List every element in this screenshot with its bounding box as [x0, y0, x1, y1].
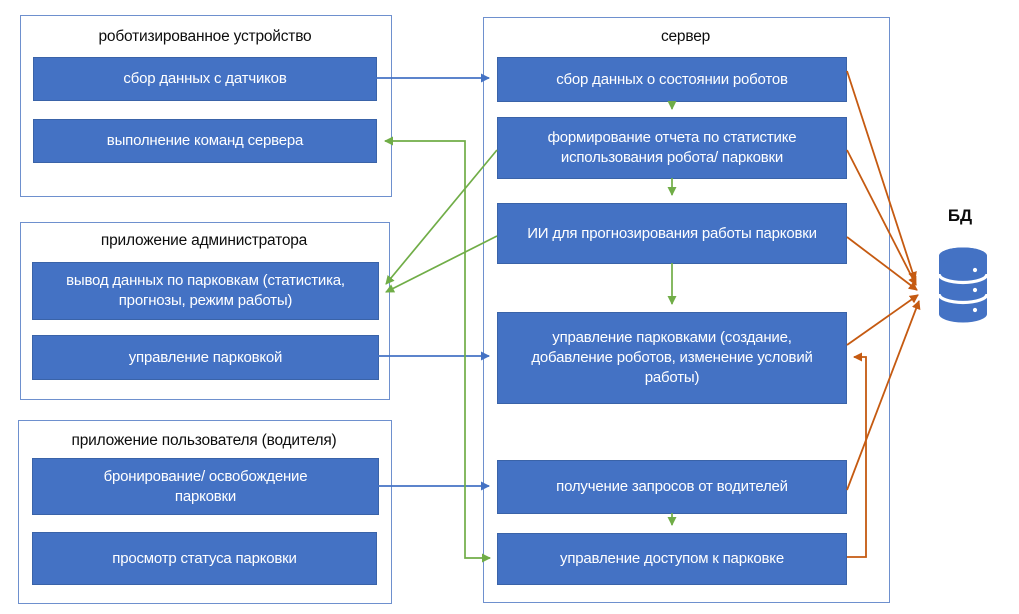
box-robot-execute-commands: выполнение команд сервера — [33, 119, 377, 163]
arrow-report-to-admin-output — [386, 150, 497, 284]
database-label: БД — [947, 206, 973, 225]
group-server-container — [483, 17, 890, 603]
box-admin-parking-data-output: вывод данных по парковкам (статистика, прогнозы, режим работы) — [32, 262, 379, 320]
box-server-parking-access-control: управление доступом к парковке — [497, 533, 847, 585]
group-server-title: сервер — [660, 28, 711, 45]
arrow-access-control-to-robot-commands — [385, 141, 490, 558]
arrow-ai-to-admin-output — [386, 236, 497, 292]
box-server-usage-report: формирование отчета по статистике использования робота/ парковки — [497, 117, 847, 179]
box-server-parking-management: управление парковками (создание, добавление роботов, изменение условий работы) — [497, 312, 847, 404]
group-admin-title: приложение администратора — [100, 232, 308, 249]
box-admin-parking-control: управление парковкой — [32, 335, 379, 380]
database-icon — [939, 248, 987, 323]
box-server-ai-forecast: ИИ для прогнозирования работы парковки — [497, 203, 847, 264]
box-server-driver-requests: получение запросов от водителей — [497, 460, 847, 514]
group-robot-title: роботизированное устройство — [98, 28, 312, 45]
box-user-book-release-parking: бронирование/ освобождение парковки — [32, 458, 379, 515]
box-server-collect-robot-state: сбор данных о состоянии роботов — [497, 57, 847, 102]
box-robot-collect-sensor-data: сбор данных с датчиков — [33, 57, 377, 101]
group-user-title: приложение пользователя (водителя) — [71, 432, 337, 449]
box-user-view-parking-status: просмотр статуса парковки — [32, 532, 377, 585]
